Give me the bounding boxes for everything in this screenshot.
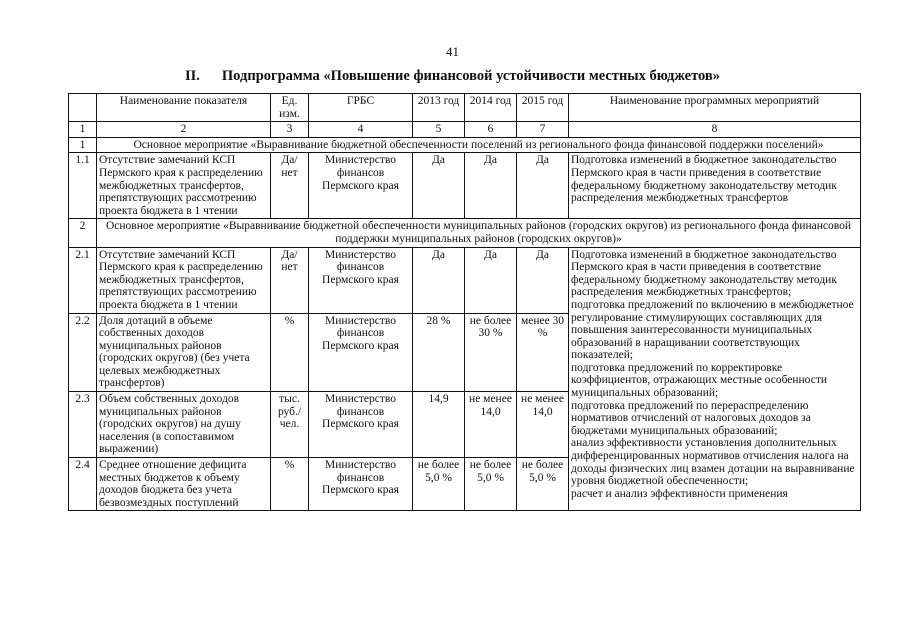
header-measures: Наименование программных мероприятий (569, 94, 861, 122)
value-2014: не менее 14,0 (465, 392, 517, 458)
section-title-cell: Основное мероприятие «Выравнивание бюджетной обеспеченности муниципальных районов (городских округов) из регионального фонда финансовой поддержки муниципальных районов (городских округов)» (97, 219, 861, 247)
column-number: 1 (69, 122, 97, 138)
row-number: 2.1 (69, 247, 97, 313)
column-number: 8 (569, 122, 861, 138)
section-number-cell: 1 (69, 137, 97, 153)
value-2013: 14,9 (413, 392, 465, 458)
measure-item: подготовка предложений по перераспределению нормативов отчислений от налоговых доходов за бюджетами муниципальных образований; (571, 399, 811, 437)
unit-cell: % (271, 313, 309, 392)
column-number: 6 (465, 122, 517, 138)
unit-cell: % (271, 458, 309, 511)
indicator-cell: Отсутствие замечаний КСП Пермского края к распределению межбюджетных трансфертов, препятствующих рассмотрению проекта бюджета в 1 чтении (97, 247, 271, 313)
grbs-cell: Министерство финансов Пермского края (309, 247, 413, 313)
grbs-cell: Министерство финансов Пермского края (309, 458, 413, 511)
section-title: Подпрограмма «Повышение финансовой устойчивости местных бюджетов» (221, 68, 721, 84)
grbs-cell: Министерство финансов Пермского края (309, 153, 413, 219)
page-number: 41 (446, 44, 459, 59)
value-2015: не менее 14,0 (517, 392, 569, 458)
section-number: II. (184, 68, 200, 84)
page-title (0, 68, 905, 85)
measure-item: расчет и анализ эффективности применения (571, 487, 788, 500)
unit-cell: Да/ нет (271, 247, 309, 313)
indicator-cell: Отсутствие замечаний КСП Пермского края к распределению межбюджетных трансфертов, препятствующих рассмотрению проекта бюджета в 1 чтении (97, 153, 271, 219)
measure-item: анализ эффективности установления дополнительных дифференцированных нормативов отчисления налога на доходы физических лиц взамен дотации на выравнивание уровня бюджетной обеспеченности; (571, 437, 855, 488)
table-row (69, 153, 861, 219)
value-2013: не более 5,0 % (413, 458, 465, 511)
row-number: 1.1 (69, 153, 97, 219)
row-number: 2.3 (69, 392, 97, 458)
section-number-cell: 2 (69, 219, 97, 247)
column-number: 5 (413, 122, 465, 138)
header-col-1 (69, 94, 97, 122)
section-2-measures-cell (569, 247, 861, 511)
row-number: 2.2 (69, 313, 97, 392)
value-2014: не более 30 % (465, 313, 517, 392)
header-2015: 2015 год (517, 94, 569, 122)
row-number: 2.4 (69, 458, 97, 511)
section-row-1 (69, 137, 861, 153)
value-2014: Да (465, 153, 517, 219)
table-row (69, 247, 861, 313)
section-row-2 (69, 219, 861, 247)
unit-cell: тыс. руб./ чел. (271, 392, 309, 458)
section-title-cell: Основное мероприятие «Выравнивание бюджетной обеспеченности поселений из регионального фонда финансовой поддержки поселений» (97, 137, 861, 153)
measures-cell: Подготовка изменений в бюджетное законодательство Пермского края в части приведения в соответствие федеральному бюджетному законодательству методик распределения межбюджетных трансфертов (569, 153, 861, 219)
header-indicator: Наименование показателя (97, 94, 271, 122)
measure-item: подготовка предложений по включению в межбюджетное регулирование стимулирующих составляющих для повышения заинтересованности муниципальных образований в наращивании соответствующих показателей; (571, 298, 854, 362)
value-2015: Да (517, 247, 569, 313)
column-number: 7 (517, 122, 569, 138)
measure-item: подготовка предложений по корректировке коэффициентов, отражающих местные особенности муниципальных образований; (571, 361, 827, 400)
indicators-table (68, 93, 861, 511)
value-2013: Да (413, 247, 465, 313)
header-row (69, 94, 861, 122)
value-2014: Да (465, 247, 517, 313)
indicator-cell: Объем собственных доходов муниципальных районов (городских округов) на душу населения (в сопоставимом выражении) (97, 392, 271, 458)
grbs-cell: Министерство финансов Пермского края (309, 392, 413, 458)
value-2013: 28 % (413, 313, 465, 392)
value-2014: не более 5,0 % (465, 458, 517, 511)
indicator-cell: Доля дотаций в объеме собственных доходов муниципальных районов (городских округов) (без учета целевых межбюджетных трансфертов) (97, 313, 271, 392)
column-number: 2 (97, 122, 271, 138)
value-2013: Да (413, 153, 465, 219)
value-2015: не более 5,0 % (517, 458, 569, 511)
column-number: 4 (309, 122, 413, 138)
header-grbs: ГРБС (309, 94, 413, 122)
grbs-cell: Министерство финансов Пермского края (309, 313, 413, 392)
value-2015: менее 30 % (517, 313, 569, 392)
unit-cell: Да/ нет (271, 153, 309, 219)
value-2015: Да (517, 153, 569, 219)
indicator-cell: Среднее отношение дефицита местных бюджетов к объему доходов бюджета без учета безвозмездных поступлений (97, 458, 271, 511)
header-unit: Ед. изм. (271, 94, 309, 122)
column-numbers-row (69, 122, 861, 138)
measure-item: Подготовка изменений в бюджетное законодательство Пермского края в части приведения в соответствие федеральному бюджетному законодательству методик распределения межбюджетных трансфертов; (571, 248, 837, 299)
header-2013: 2013 год (413, 94, 465, 122)
column-number: 3 (271, 122, 309, 138)
header-2014: 2014 год (465, 94, 517, 122)
